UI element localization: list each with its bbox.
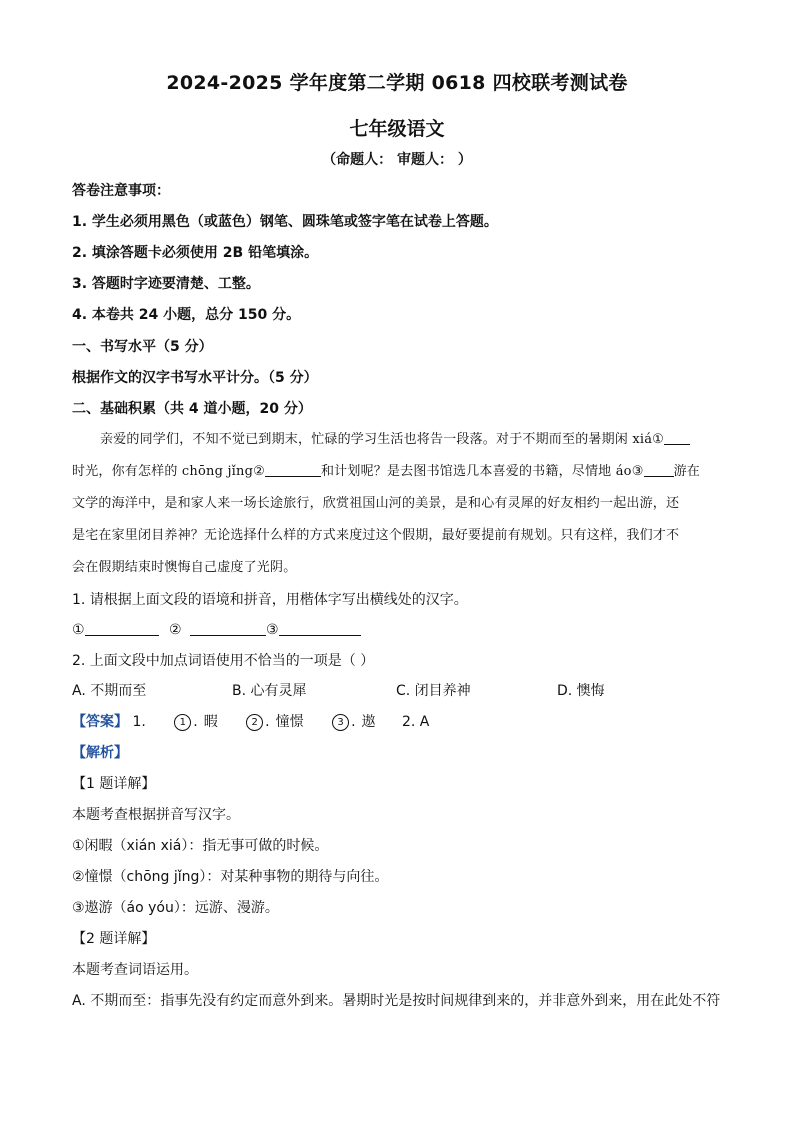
passage-text: 和计划呢？是去图书馆选几本喜爱的书籍，尽情地 áo③: [320, 464, 644, 479]
detail-2-heading: 【2 题详解】: [72, 931, 156, 947]
answer-row: [72, 712, 734, 732]
answer-item-3: 3 . 遨: [332, 714, 375, 730]
notice-item-3: 3. 答题时字迹要清楚、工整。: [72, 276, 260, 292]
explanation-3: ③遨游（áo yóu）：远游、漫游。: [72, 900, 279, 916]
blank-label-3: ③: [266, 622, 279, 638]
answer-item-1: 1 . 暇: [174, 714, 217, 730]
circled-number: 3: [332, 714, 349, 731]
answer-q1-num: 1.: [132, 714, 146, 730]
circled-number: 1: [174, 714, 191, 731]
passage-text: 时光，你有怎样的 chōng jǐng②: [72, 464, 265, 479]
notice-item-1: 1. 学生必须用黑色（或蓝色）钢笔、圆珠笔或签字笔在试卷上答题。: [72, 214, 498, 230]
detail-1-heading: 【1 题详解】: [72, 776, 156, 792]
section1-text: 根据作文的汉字书写水平计分。（5 分）: [72, 370, 318, 386]
option-c[interactable]: C. 闭目养神: [396, 683, 471, 699]
passage-line-5: 会在假期结束时懊悔自己虚度了光阴。: [72, 560, 297, 575]
detail-2-intro: 本题考查词语运用。: [72, 962, 198, 978]
answer-text: 憧憬: [275, 714, 304, 730]
notice-item-2: 2. 填涂答题卡必须使用 2B 铅笔填涂。: [72, 245, 319, 261]
passage-line-1: [100, 430, 734, 450]
blank-line-1: [664, 430, 690, 445]
analysis-label: 【解析】: [72, 745, 128, 761]
passage-line-2: [72, 462, 734, 482]
answer-blank-3[interactable]: [279, 621, 361, 636]
answer-text: 暇: [203, 714, 218, 730]
question-1-blanks: [72, 620, 734, 640]
section1-heading: 一、书写水平（5 分）: [72, 339, 213, 355]
answer-blank-1[interactable]: [85, 621, 159, 636]
detail-1-intro: 本题考查根据拼音写汉字。: [72, 807, 240, 823]
exam-title: 2024-2025 学年度第二学期 0618 四校联考测试卷: [166, 72, 628, 94]
blank-label-2: ②: [169, 622, 182, 638]
explanation-1: ①闲暇（xián xiá）：指无事可做的时候。: [72, 838, 329, 854]
option-a[interactable]: A. 不期而至: [72, 683, 147, 699]
notice-item-4: 4. 本卷共 24 小题，总分 150 分。: [72, 307, 301, 323]
answer-label: 【答案】: [72, 714, 128, 730]
question-2: 2. 上面文段中加点词语使用不恰当的一项是（ ）: [72, 653, 375, 669]
blank-label-1: ①: [72, 622, 85, 638]
answer-blank-2[interactable]: [190, 621, 266, 636]
passage-line-3: 文学的海洋中，是和家人来一场长途旅行，欣赏祖国山河的美景，是和心有灵犀的好友相约一起出游，还: [72, 496, 680, 511]
answer-item-2: 2 . 憧憬: [246, 714, 303, 730]
passage-line-4: 是宅在家里闭目养神？无论选择什么样的方式来度过这个假期，最好要提前有规划。只有这样，我们才不: [72, 528, 680, 543]
explanation-a: A. 不期而至：指事先没有约定而意外到来。暑期时光是按时间规律到来的，并非意外到来，用在此处不符: [72, 993, 721, 1009]
passage-text: 游在: [673, 464, 700, 479]
option-d[interactable]: D. 懊悔: [557, 683, 605, 699]
question-1: 1. 请根据上面文段的语境和拼音，用楷体字写出横线处的汉字。: [72, 592, 468, 608]
blank-line-3: [644, 462, 674, 477]
circled-number: 2: [246, 714, 263, 731]
answer-text: 遨: [361, 714, 376, 730]
passage-text: 亲爱的同学们，不知不觉已到期末，忙碌的学习生活也将告一段落。对于不期而至的暑期闲 xiá①: [100, 432, 665, 447]
answer-q2: 2. A: [401, 714, 430, 730]
notice-heading: 答卷注意事项：: [72, 183, 170, 199]
exam-authors: （命题人： 审题人： ）: [322, 152, 472, 168]
section2-heading: 二、基础积累（共 4 道小题，20 分）: [72, 401, 312, 417]
explanation-2: ②憧憬（chōng jǐng）：对某种事物的期待与向往。: [72, 869, 389, 885]
blank-line-2: [265, 462, 321, 477]
exam-subtitle: 七年级语文: [349, 118, 445, 140]
option-b[interactable]: B. 心有灵犀: [232, 683, 307, 699]
